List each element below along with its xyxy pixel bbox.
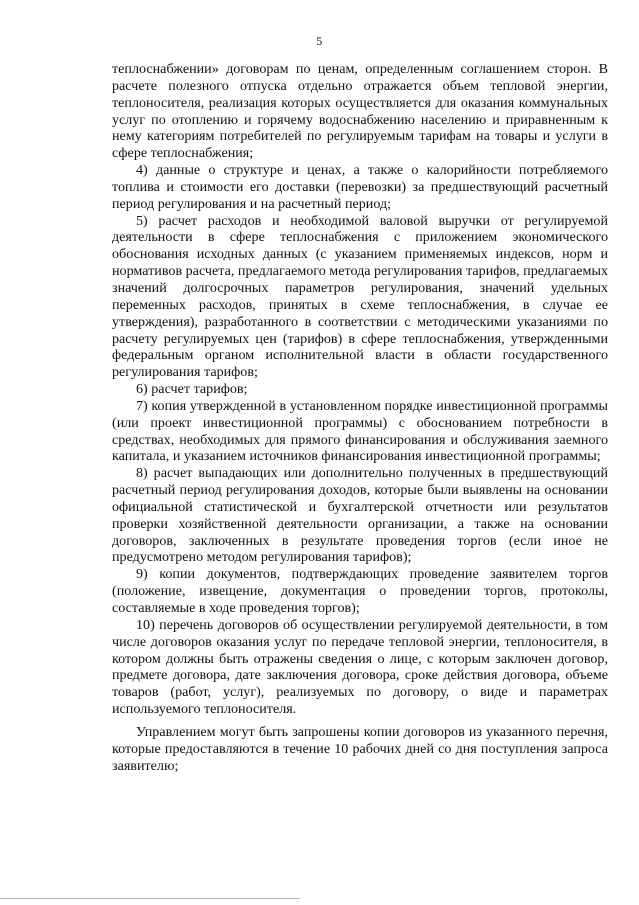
page-number: 5: [316, 34, 323, 48]
paragraph-item-6: 6) расчет тарифов;: [136, 381, 248, 398]
paragraph-item-10: 10) перечень договоров об осуществлении регулируемой деятельности, в том числе договоров оказания услуг по передаче тепловой энергии, теплоносителя, в котором должны быть отражены сведения о лице, с которым заключен договор, предмете договора, дате заключения договора, сроке действия договора, объеме товаров (работ, услуг), реализуемых по договору, о виде и параметрах используемого теплоносителя.: [112, 616, 608, 718]
paragraph-item-7: 7) копия утвержденной в установленном порядке инвестиционной программы (или проект инвестиционной программы) с обоснованием потребности в средствах, необходимых для прямого финансирования и обслуживания заемного капитала, и указанием источников финансирования инвестиционной программы;: [112, 397, 608, 465]
paragraph-item-9: 9) копии документов, подтверждающих проведение заявителем торгов (положение, извещение, документация о проведении торгов, протоколы, составляемые в ходе проведения торгов);: [112, 566, 608, 616]
paragraph-item-5: 5) расчет расходов и необходимой валовой выручки от регулируемой деятельности в сфере теплоснабжения с приложением экономического обоснования исходных данных (с указанием применяемых индексов, норм и нормативов расчета, предлагаемого метода регулирования тарифов, предлагаемых значений долгосрочных параметров регулирования, значений удельных переменных расходов, принятых в схеме теплоснабжения, в случае ее утверждения), разработанного в соответствии с методическими указаниями по расчету регулируемых цен (тарифов) в сфере теплоснабжения, утвержденными федеральным органом исполнительной власти в области государственного регулирования тарифов;: [112, 212, 608, 381]
paragraph-closing: Управлением могут быть запрошены копии договоров из указанного перечня, которые предоставляются в течение 10 рабочих дней со дня поступления запроса заявителю;: [112, 723, 608, 774]
paragraph-continuation: теплоснабжении» договорам по ценам, определенным соглашением сторон. В расчете полезного отпуска отдельно отражается объем тепловой энергии, теплоносителя, реализация которых осуществляется для оказания коммунальных услуг по отоплению и горячему водоснабжению населению и приравненным к нему категориям потребителей по регулируемым тарифам на товары и услуги в сфере теплоснабжения;: [112, 61, 608, 162]
document-body: [112, 61, 608, 774]
footnote-separator-line: [0, 898, 300, 899]
paragraph-item-4: 4) данные о структуре и ценах, а также о калорийности потребляемого топлива и стоимости его доставки (перевозки) за предшествующий расчетный период регулирования и на расчетный период;: [112, 162, 608, 212]
paragraph-item-8: 8) расчет выпадающих или дополнительно полученных в предшествующий расчетный период регулирования доходов, которые были выявлены на основании официальной статистической и бухгалтерской отчетности или результатов проверки хозяйственной деятельности организации, а также на основании договоров, заключенных в результате проведения торгов (если иное не предусмотрено методом регулирования тарифов);: [112, 465, 608, 566]
